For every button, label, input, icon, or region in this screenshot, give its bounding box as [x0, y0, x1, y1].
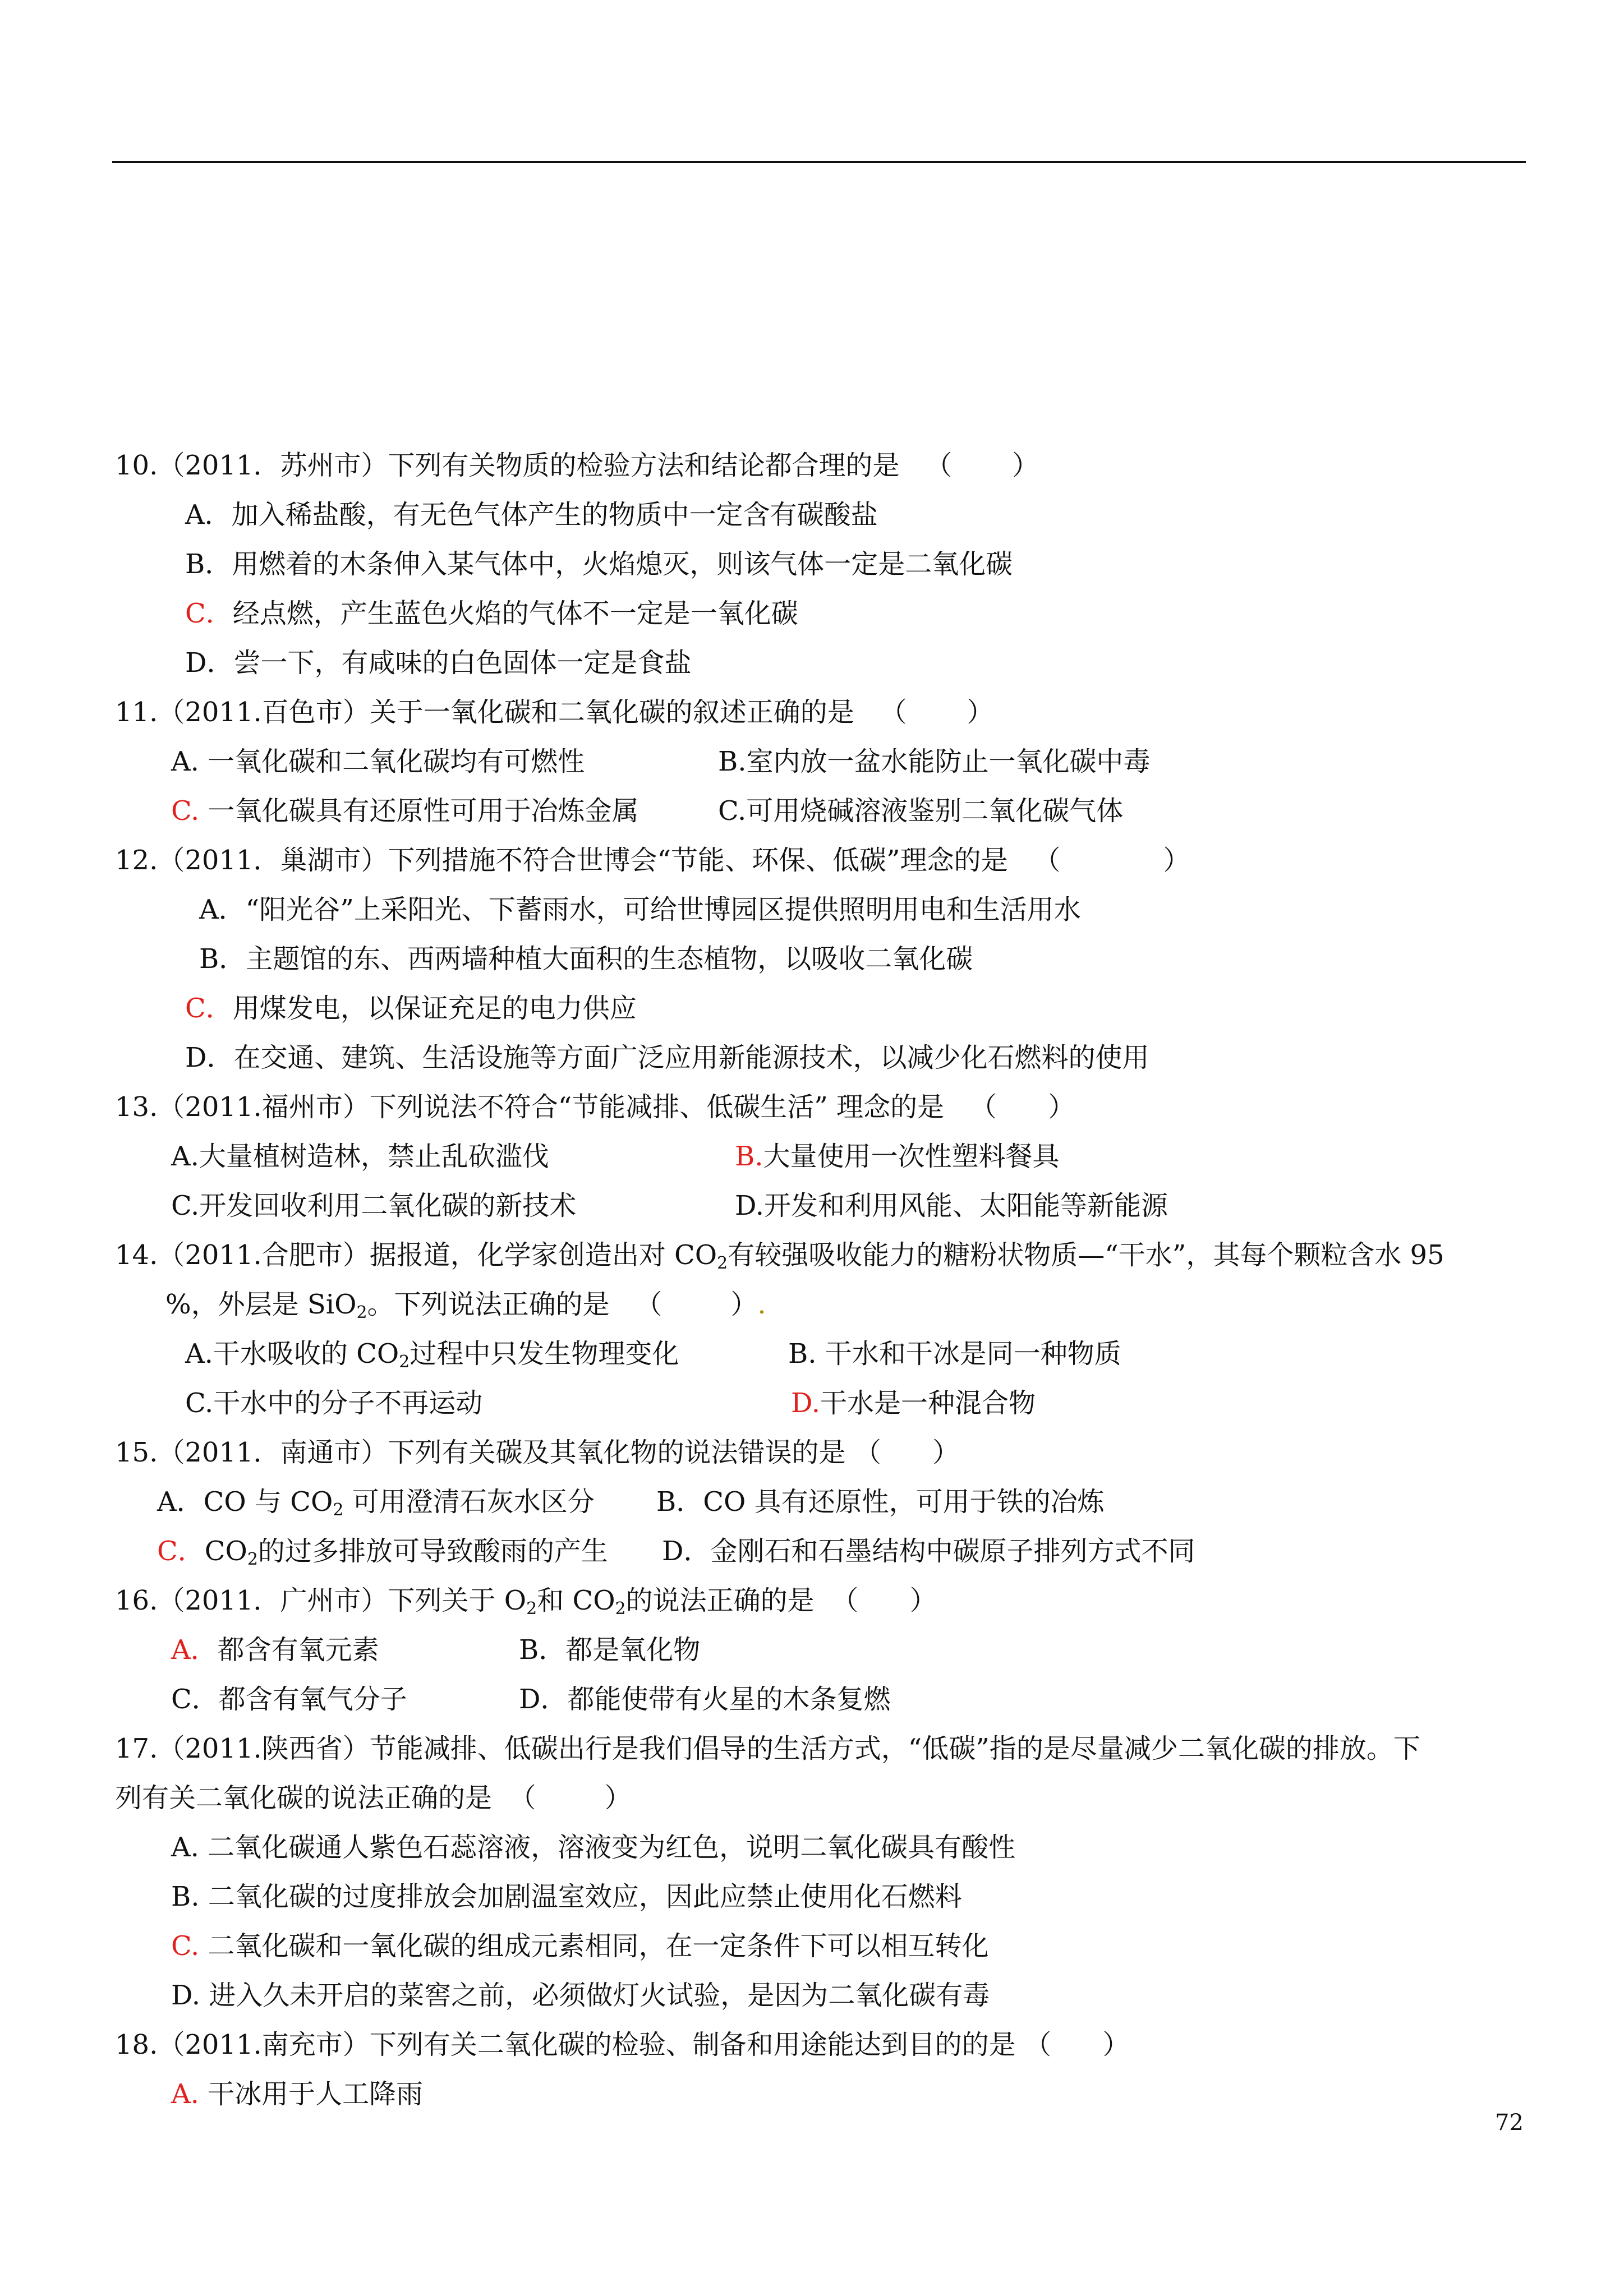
question-14-option-b: B. 干水和干冰是同一种物质 [788, 1338, 1121, 1370]
question-13-option-a: A.大量植树造林，禁止乱砍滥伐 [171, 1141, 549, 1172]
question-15-stem: 15.（2011．南通市）下列有关碳及其氧化物的说法错误的是 （ ） [115, 1437, 960, 1468]
answer-label: C. [171, 795, 200, 827]
question-18-stem: 18.（2011.南充市）下列有关二氧化碳的检验、制备和用途能达到目的的是 （ ） [115, 2029, 1130, 2060]
question-10-option-a: A．加入稀盐酸，有无色气体产生的物质中一定含有碳酸盐 [185, 499, 878, 531]
question-11-option-a: A. 一氧化碳和二氧化碳均有可燃性 [171, 746, 585, 777]
page-number: 72 [1495, 2110, 1524, 2136]
answer-label: C. [171, 1930, 200, 1962]
answer-label: C． [185, 598, 233, 629]
question-11-option-d: C.可用烧碱溶液鉴别二氧化碳气体 [718, 795, 1124, 827]
question-12-option-d: D．在交通、建筑、生活设施等方面广泛应用新能源技术，以减少化石燃料的使用 [185, 1042, 1149, 1073]
question-12-option-a: A．“阳光谷”上采阳光、下蓄雨水，可给世博园区提供照明用电和生活用水 [199, 894, 1081, 925]
question-13-option-c: C.开发回收利用二氧化碳的新技术 [171, 1190, 577, 1221]
question-17-option-c: C. 二氧化碳和一氧化碳的组成元素相同，在一定条件下可以相互转化 [171, 1930, 989, 1962]
question-13-option-b: B.大量使用一次性塑料餐具 [735, 1141, 1060, 1172]
question-10-option-d: D．尝一下，有咸味的白色固体一定是食盐 [185, 647, 692, 679]
question-12-option-b: B．主题馆的东、西两墙种植大面积的生态植物，以吸收二氧化碳 [199, 943, 973, 975]
question-10-option-c: C．经点燃，产生蓝色火焰的气体不一定是一氧化碳 [185, 598, 798, 629]
question-17-option-b: B. 二氧化碳的过度排放会加剧温室效应，因此应禁止使用化石燃料 [171, 1881, 962, 1912]
question-15-option-b: B．CO 具有还原性，可用于铁的冶炼 [656, 1486, 1105, 1518]
question-10-stem: 10.（2011．苏州市）下列有关物质的检验方法和结论都合理的是 （ ） [115, 450, 1039, 481]
question-12-option-c: C．用煤发电，以保证充足的电力供应 [185, 993, 637, 1024]
question-11-stem: 11.（2011.百色市）关于一氧化碳和二氧化碳的叙述正确的是 （ ） [115, 697, 994, 728]
answer-label: D. [791, 1387, 821, 1419]
question-12-stem: 12.（2011．巢湖市）下列措施不符合世博会“节能、环保、低碳”理念的是 （ ） [115, 845, 1190, 876]
question-16-stem: 16.（2011．广州市）下列关于 $O_2$和 $CO_2$的说法正确的是 （ ） [115, 1585, 937, 1619]
question-14-stem-line-2: %，外层是 SiO$_2$。下列说法正确的是 （ ）. [165, 1289, 766, 1322]
question-13-stem: 13.（2011.福州市）下列说法不符合“节能减排、低碳生活” 理念的是 （ ） [115, 1091, 1075, 1123]
answer-label: A． [171, 1634, 218, 1666]
question-14-option-d: D.干水是一种混合物 [791, 1387, 1036, 1419]
question-14-option-a: A.干水吸收的 $CO_2$过程中只发生物理变化 [185, 1338, 679, 1372]
question-11-option-b: B.室内放一盆水能防止一氧化碳中毒 [718, 746, 1151, 777]
answer-label: C． [185, 993, 233, 1024]
question-17-option-a: A. 二氧化碳通人紫色石蕊溶液，溶液变为红色，说明二氧化碳具有酸性 [171, 1832, 1016, 1863]
question-17-option-d: D. 进入久未开启的菜窖之前，必须做灯火试验，是因为二氧化碳有毒 [171, 1980, 990, 2011]
question-16-option-a: A．都含有氧元素 [171, 1634, 379, 1666]
question-15-option-d: D．金刚石和石墨结构中碳原子排列方式不同 [662, 1536, 1195, 1567]
question-14-stem-line-1: 14.（2011.合肥市）据报道，化学家创造出对 $CO_2$有较强吸收能力的糖粉状物质—“干水”，其每个颗粒含水 95 [115, 1239, 1444, 1273]
question-16-option-d: D．都能使带有火星的木条复燃 [519, 1684, 891, 1715]
answer-label: A. [171, 2078, 199, 2110]
question-13-option-d: D.开发和利用风能、太阳能等新能源 [735, 1190, 1168, 1221]
question-16-option-b: B．都是氧化物 [519, 1634, 701, 1666]
question-11-option-c: C. 一氧化碳具有还原性可用于冶炼金属 [171, 795, 639, 827]
question-18-option-a: A. 干冰用于人工降雨 [171, 2078, 424, 2110]
question-10-option-b: B．用燃着的木条伸入某气体中，火焰熄灭，则该气体一定是二氧化碳 [185, 548, 1013, 580]
question-15-option-c: C．$CO_2$的过多排放可导致酸雨的产生 [157, 1536, 608, 1569]
question-15-option-a: A．CO 与 $CO_2$ 可用澄清石灰水区分 [157, 1486, 595, 1520]
answer-label: B. [735, 1141, 763, 1172]
question-17-stem-line-1: 17.（2011.陕西省）节能减排、低碳出行是我们倡导的生活方式，“低碳”指的是尽量减少二氧化碳的排放。下 [115, 1733, 1420, 1764]
question-14-option-c: C.干水中的分子不再运动 [185, 1387, 483, 1419]
header-rule [112, 161, 1526, 163]
question-17-stem-line-2: 列有关二氧化碳的说法正确的是 （ ） [115, 1782, 632, 1814]
question-16-option-c: C．都含有氧气分子 [171, 1684, 407, 1715]
answer-label: C． [157, 1536, 205, 1567]
